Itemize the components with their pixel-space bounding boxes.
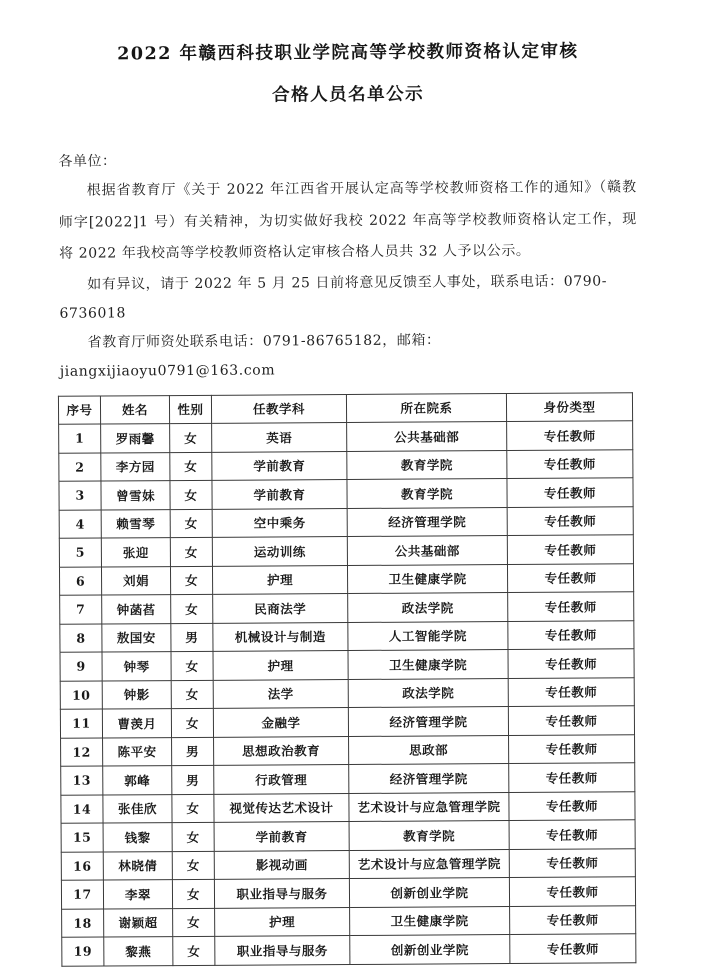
table-cell: 专任教师: [510, 934, 636, 963]
table-cell: 5: [59, 538, 101, 567]
table-cell: 18: [62, 909, 104, 938]
salutation: 各单位：: [58, 153, 117, 170]
table-cell: 卫生健康学院: [347, 564, 507, 593]
table-cell: 运动训练: [212, 537, 347, 566]
table-cell: 创新创业学院: [349, 878, 509, 907]
table-cell: 学前教育: [212, 480, 347, 509]
table-cell: 专任教师: [508, 620, 634, 649]
table-cell: 10: [60, 681, 102, 710]
table-cell: 公共基础部: [347, 422, 507, 451]
table-cell: 教育学院: [347, 450, 507, 479]
department-contact-line: 省教育厅师资处联系电话：0791-86765182，邮箱：jiangxijiaoyu0791@163.com: [59, 331, 441, 380]
table-cell: 男: [172, 737, 214, 766]
table-row: [60, 649, 634, 681]
table-cell: 16: [61, 852, 103, 881]
table-row: [60, 706, 634, 738]
table-cell: 11: [60, 709, 102, 738]
document-body: [0, 144, 700, 387]
table-cell: 教育学院: [349, 821, 509, 850]
table-cell: 专任教师: [509, 734, 635, 763]
roster-table-header: [58, 392, 632, 424]
table-cell: 女: [170, 452, 212, 481]
table-cell: 专任教师: [507, 563, 633, 592]
table-cell: 金融学: [213, 708, 348, 737]
table-cell: 女: [172, 794, 214, 823]
column-header: 性别: [169, 395, 211, 424]
table-cell: 女: [172, 851, 214, 880]
table-cell: 思想政治教育: [214, 736, 349, 765]
table-cell: 法学: [213, 679, 348, 708]
table-cell: 林晓倩: [103, 851, 172, 880]
table-cell: 专任教师: [507, 449, 633, 478]
table-cell: 政法学院: [348, 678, 508, 707]
column-header: 所在院系: [346, 393, 506, 422]
table-row: [61, 820, 635, 852]
table-cell: 职业指导与服务: [214, 879, 349, 908]
column-header: 序号: [58, 396, 100, 425]
table-cell: 思政部: [349, 735, 509, 764]
table-cell: 护理: [212, 565, 347, 594]
table-row: [60, 677, 634, 709]
document-title: [0, 30, 698, 118]
table-cell: 教育学院: [347, 479, 507, 508]
table-cell: 4: [59, 510, 101, 539]
table-cell: 女: [171, 708, 213, 737]
table-cell: 女: [172, 879, 214, 908]
table-cell: 罗雨馨: [101, 424, 170, 453]
table-cell: 学前教育: [214, 822, 349, 851]
table-cell: 专任教师: [507, 535, 633, 564]
table-cell: 女: [171, 680, 213, 709]
table-cell: 专任教师: [508, 706, 634, 735]
table-cell: 专任教师: [508, 592, 634, 621]
table-cell: 李翠: [103, 880, 172, 909]
table-cell: 女: [170, 566, 212, 595]
roster-table: [58, 392, 636, 967]
table-cell: 3: [59, 481, 101, 510]
table-row: [59, 421, 633, 453]
table-cell: 张迎: [101, 538, 170, 567]
table-cell: 行政管理: [214, 765, 349, 794]
header-row: [58, 392, 632, 424]
table-row: [60, 620, 634, 652]
table-cell: 黎燕: [104, 937, 173, 966]
table-cell: 经济管理学院: [347, 507, 507, 536]
table-row: [59, 449, 633, 481]
table-cell: 女: [171, 594, 213, 623]
table-cell: 影视动画: [214, 850, 349, 879]
column-header: 任教学科: [211, 394, 346, 423]
table-cell: 7: [60, 595, 102, 624]
table-cell: 女: [173, 936, 215, 965]
table-row: [59, 506, 633, 538]
table-cell: 8: [60, 624, 102, 653]
table-row: [61, 877, 635, 909]
table-cell: 创新创业学院: [350, 935, 510, 964]
table-cell: 经济管理学院: [348, 707, 508, 736]
table-cell: 专任教师: [508, 677, 634, 706]
table-cell: 专任教师: [509, 848, 635, 877]
roster-table-body: [59, 421, 636, 966]
table-cell: 专任教师: [509, 791, 635, 820]
table-cell: 艺术设计与应急管理学院: [349, 849, 509, 878]
table-cell: 政法学院: [348, 593, 508, 622]
table-row: [61, 791, 635, 823]
table-row: [61, 734, 635, 766]
table-cell: 19: [62, 937, 104, 966]
table-cell: 男: [171, 623, 213, 652]
table-row: [59, 563, 633, 595]
document-content: [0, 30, 703, 967]
table-cell: 专任教师: [509, 877, 635, 906]
table-cell: 专任教师: [508, 649, 634, 678]
table-row: [61, 848, 635, 880]
table-row: [61, 763, 635, 795]
table-cell: 专任教师: [509, 820, 635, 849]
table-cell: 钟琴: [102, 652, 171, 681]
table-cell: 卫生健康学院: [348, 650, 508, 679]
table-cell: 女: [172, 822, 214, 851]
table-cell: 机械设计与制造: [213, 622, 348, 651]
table-cell: 专任教师: [510, 905, 636, 934]
table-cell: 女: [170, 423, 212, 452]
table-cell: 视觉传达艺术设计: [214, 793, 349, 822]
document-title-line-1: 2022 年赣西科技职业学院高等学校教师资格认定审核: [117, 41, 579, 65]
table-cell: 钟影: [102, 680, 171, 709]
table-cell: 护理: [215, 907, 350, 936]
table-cell: 钟菡萏: [102, 595, 171, 624]
table-cell: 女: [173, 908, 215, 937]
table-row: [62, 905, 636, 937]
table-cell: 护理: [213, 651, 348, 680]
table-cell: 14: [61, 795, 103, 824]
table-cell: 刘娟: [101, 566, 170, 595]
table-cell: 民商法学: [213, 594, 348, 623]
table-cell: 女: [171, 651, 213, 680]
table-cell: 12: [61, 738, 103, 767]
table-cell: 专任教师: [507, 421, 633, 450]
table-cell: 英语: [212, 423, 347, 452]
table-cell: 1: [59, 424, 101, 453]
notice-paragraph: 根据省教育厅《关于 2022 年江西省开展认定高等学校教师资格工作的通知》（赣教师字[2022]1 号）有关精神，为切实做好我校 2022 年高等学校教师资格认定工作，现将 2022 年我校高等学校教师资格认定审核合格人员共 32 人予以公示。: [58, 179, 637, 262]
table-cell: 男: [172, 765, 214, 794]
table-cell: 17: [61, 880, 103, 909]
table-cell: 空中乘务: [212, 508, 347, 537]
objection-contact-line: 如有异议，请于 2022 年 5 月 25 日前将意见反馈至人事处，联系电话：0790-6736018: [59, 272, 608, 322]
scanned-document-page: [0, 32, 700, 965]
table-cell: 女: [170, 509, 212, 538]
table-cell: 李方园: [101, 452, 170, 481]
table-cell: 学前教育: [212, 451, 347, 480]
table-cell: 赖雪琴: [101, 509, 170, 538]
table-cell: 钱黎: [103, 823, 172, 852]
table-row: [62, 934, 636, 966]
table-cell: 专任教师: [507, 478, 633, 507]
table-cell: 15: [61, 823, 103, 852]
table-cell: 经济管理学院: [349, 764, 509, 793]
table-cell: 人工智能学院: [348, 621, 508, 650]
column-header: 身份类型: [506, 392, 632, 421]
table-cell: 职业指导与服务: [215, 936, 350, 965]
table-cell: 谢颖超: [104, 908, 173, 937]
table-cell: 艺术设计与应急管理学院: [349, 792, 509, 821]
table-cell: 2: [59, 453, 101, 482]
table-row: [59, 535, 633, 567]
table-cell: 公共基础部: [347, 536, 507, 565]
column-header: 姓名: [100, 395, 169, 424]
table-cell: 专任教师: [509, 763, 635, 792]
table-cell: 曹羡月: [102, 709, 171, 738]
table-cell: 曾雪妹: [101, 481, 170, 510]
table-cell: 郭峰: [103, 766, 172, 795]
table-cell: 张佳欣: [103, 794, 172, 823]
table-cell: 陈平安: [103, 737, 172, 766]
table-cell: 女: [170, 480, 212, 509]
table-cell: 敖国安: [102, 623, 171, 652]
table-cell: 卫生健康学院: [350, 906, 510, 935]
table-row: [60, 592, 634, 624]
document-title-line-2: 合格人员名单公示: [272, 84, 425, 106]
table-cell: 13: [61, 766, 103, 795]
table-cell: 女: [170, 537, 212, 566]
table-row: [59, 478, 633, 510]
table-cell: 专任教师: [507, 506, 633, 535]
table-cell: 6: [59, 567, 101, 596]
table-cell: 9: [60, 652, 102, 681]
